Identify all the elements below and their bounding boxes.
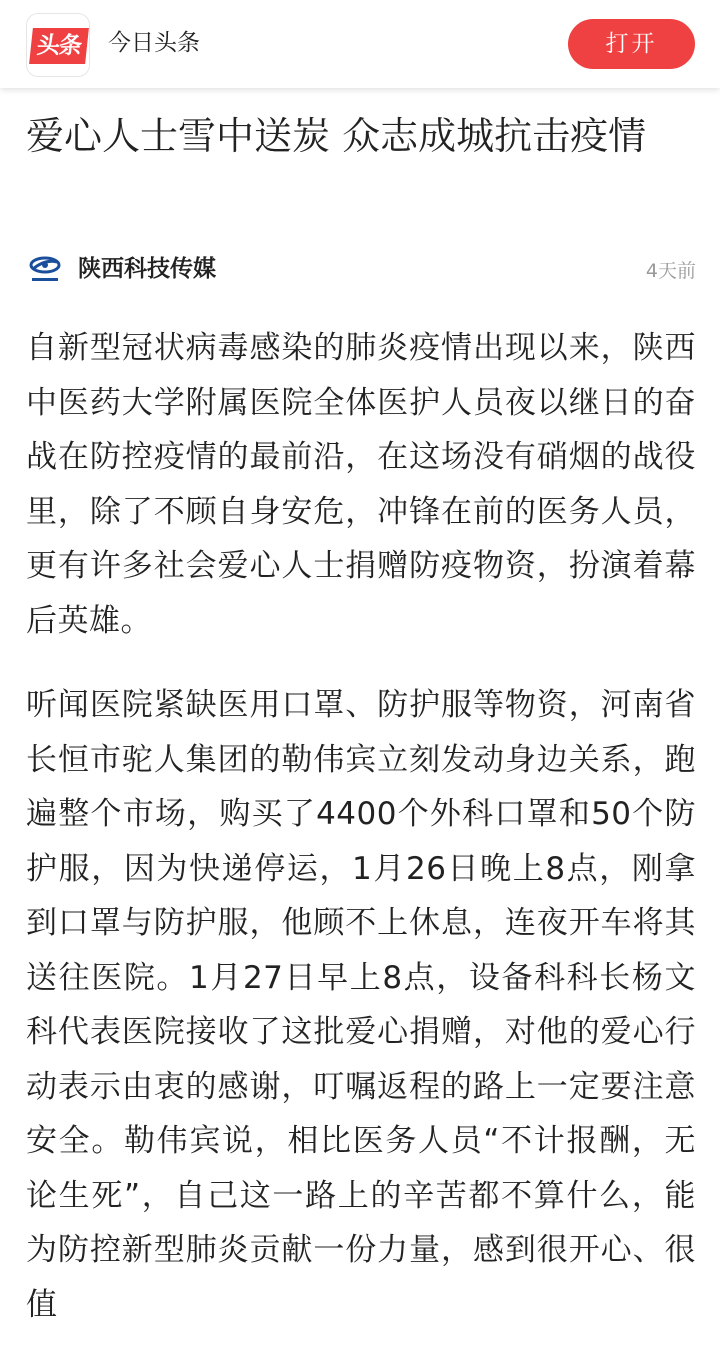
article-body bbox=[26, 321, 696, 1362]
author-name[interactable]: 陕西科技传媒 bbox=[78, 256, 216, 282]
toutiao-logo-text: 头条 bbox=[29, 28, 89, 64]
open-app-button[interactable]: 打开 bbox=[568, 19, 695, 69]
author-row bbox=[26, 250, 696, 290]
app-banner bbox=[0, 0, 720, 88]
app-name: 今日头条 bbox=[108, 30, 200, 56]
author-logo-icon[interactable] bbox=[26, 250, 64, 288]
toutiao-app-logo[interactable] bbox=[26, 13, 90, 77]
article-title: 爱心人士雪中送炭 众志成城抗击疫情 bbox=[26, 114, 647, 158]
article-paragraph: 自新型冠状病毒感染的肺炎疫情出现以来，陕西中医药大学附属医院全体医护人员夜以继日的奋战在防控疫情的最前沿，在这场没有硝烟的战役里，除了不顾自身安危，冲锋在前的医务人员，更有许多社会爱心人士捐赠防疫物资，扮演着幕后英雄。 bbox=[26, 330, 696, 639]
article-paragraph: 听闻医院紧缺医用口罩、防护服等物资，河南省长恒市驼人集团的勒伟宾立刻发动身边关系，跑遍整个市场，购买了4400个外科口罩和50个防护服，因为快递停运，1月26日晚上8点，刚拿到口罩与防护服，他顾不上休息，连夜开车将其送往医院。1月27日早上8点，设备科科长杨文科代表医院接收了这批爱心捐赠，对他的爱心行动表示由衷的感谢，叮嘱返程的路上一定要注意安全。勒伟宾说，相比医务人员“不计报酬，无论生死”，自己这一路上的辛苦都不算什么，能为防控新型肺炎贡献一份力量，感到很开心、很值 bbox=[26, 687, 696, 1323]
publish-time: 4天前 bbox=[645, 260, 696, 282]
